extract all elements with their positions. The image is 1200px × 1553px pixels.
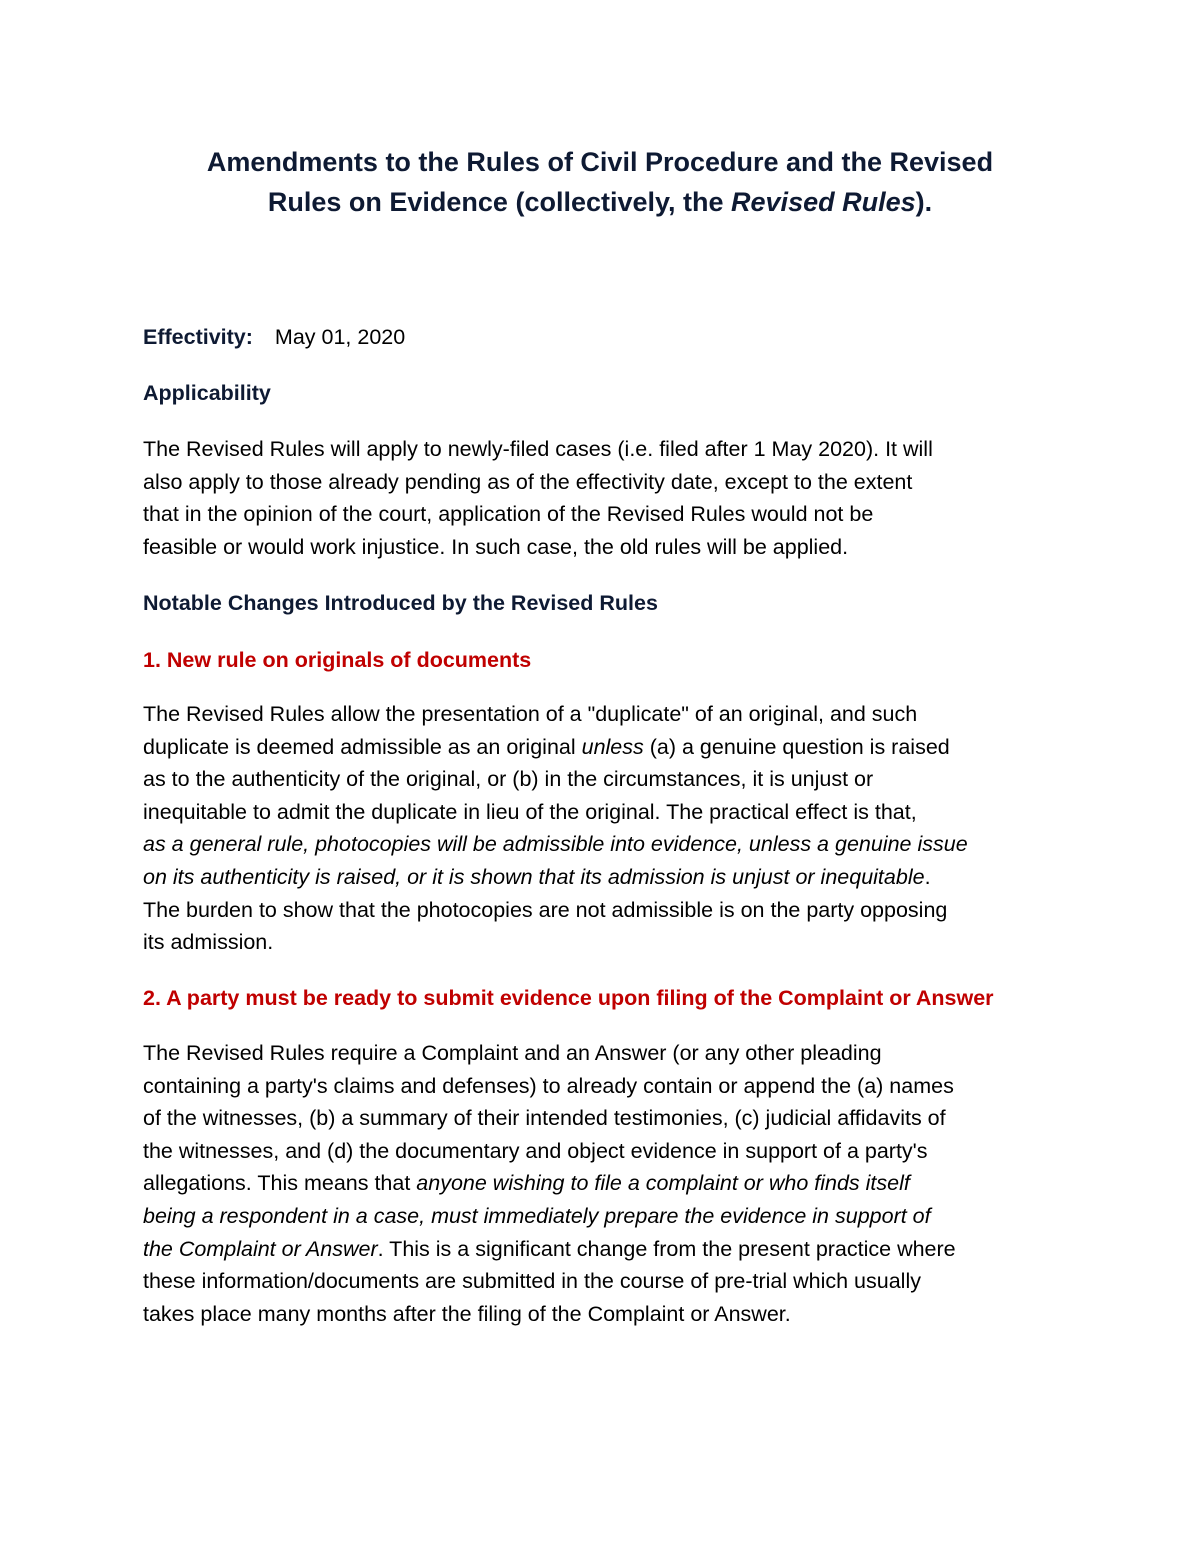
line-text: allegations. This means that: [143, 1171, 417, 1196]
section-1-paragraph: [143, 698, 1073, 959]
paragraph-line: containing a party's claims and defenses) to already contain or append the (a) names: [143, 1073, 954, 1098]
paragraph-line: [143, 1167, 1073, 1200]
title-line-2-post: ).: [915, 187, 933, 217]
title-line-2: [100, 182, 1100, 222]
title-line-1: Amendments to the Rules of Civil Procedure and the Revised: [206, 147, 994, 177]
paragraph-line: [143, 731, 1073, 764]
paragraph-line: that in the opinion of the court, application of the Revised Rules would not be: [143, 502, 874, 527]
line-emphasis: as a general rule, photocopies will be admissible into evidence, unless a genuine issue: [143, 832, 968, 857]
applicability-heading: Applicability: [143, 381, 271, 405]
notable-changes-heading: Notable Changes Introduced by the Revised Rules: [143, 591, 658, 615]
paragraph-line: feasible or would work injustice. In such case, the old rules will be applied.: [143, 534, 849, 559]
paragraph-line: takes place many months after the filing of the Complaint or Answer.: [143, 1301, 791, 1326]
title-line-2-em: Revised Rules: [731, 187, 916, 217]
line-text: . This is a significant change from the present practice where: [377, 1236, 956, 1261]
line-text: duplicate is deemed admissible as an original: [143, 734, 582, 759]
section-1-heading: 1. New rule on originals of documents: [143, 648, 532, 672]
section-2-paragraph: [143, 1037, 1073, 1330]
paragraph-line: The burden to show that the photocopies are not admissible is on the party opposing: [143, 897, 948, 922]
paragraph-line: [143, 861, 1073, 894]
document-title: [100, 142, 1100, 222]
line-emphasis: unless: [581, 734, 644, 759]
paragraph-line: also apply to those already pending as of the effectivity date, except to the extent: [143, 469, 913, 494]
title-line-2-pre: Rules on Evidence (collectively, the: [267, 187, 732, 217]
line-text: (a) a genuine question is raised: [643, 734, 950, 759]
paragraph-line: of the witnesses, (b) a summary of their intended testimonies, (c) judicial affidavits of: [143, 1106, 946, 1131]
line-emphasis: being a respondent in a case, must immediately prepare the evidence in support of: [143, 1203, 931, 1228]
paragraph-line: The Revised Rules require a Complaint and an Answer (or any other pleading: [143, 1041, 882, 1065]
paragraph-line: [143, 1233, 1073, 1266]
effectivity-row: [143, 321, 405, 353]
paragraph-line: The Revised Rules allow the presentation of a "duplicate" of an original, and such: [143, 702, 918, 726]
line-text: .: [924, 864, 931, 889]
effectivity-label: Effectivity:: [143, 325, 253, 349]
paragraph-line: these information/documents are submitted in the course of pre-trial which usually: [143, 1269, 921, 1294]
line-emphasis: anyone wishing to file a complaint or who finds itself: [416, 1171, 910, 1196]
applicability-paragraph: [143, 433, 1073, 563]
paragraph-line: [143, 828, 1073, 861]
paragraph-line: its admission.: [143, 930, 274, 955]
paragraph-line: The Revised Rules will apply to newly-filed cases (i.e. filed after 1 May 2020). It will: [143, 437, 933, 461]
paragraph-line: as to the authenticity of the original, or (b) in the circumstances, it is unjust or: [143, 767, 874, 792]
effectivity-value: May 01, 2020: [274, 325, 406, 349]
paragraph-line: the witnesses, and (d) the documentary and object evidence in support of a party's: [143, 1138, 928, 1163]
line-emphasis: on its authenticity is raised, or it is shown that its admission is unjust or inequitable: [143, 864, 925, 889]
paragraph-line: [143, 1200, 1073, 1233]
paragraph-line: inequitable to admit the duplicate in lieu of the original. The practical effect is that,: [143, 799, 917, 824]
section-2-heading: 2. A party must be ready to submit evidence upon filing of the Complaint or Answer: [143, 986, 994, 1010]
line-emphasis: the Complaint or Answer: [143, 1236, 378, 1261]
